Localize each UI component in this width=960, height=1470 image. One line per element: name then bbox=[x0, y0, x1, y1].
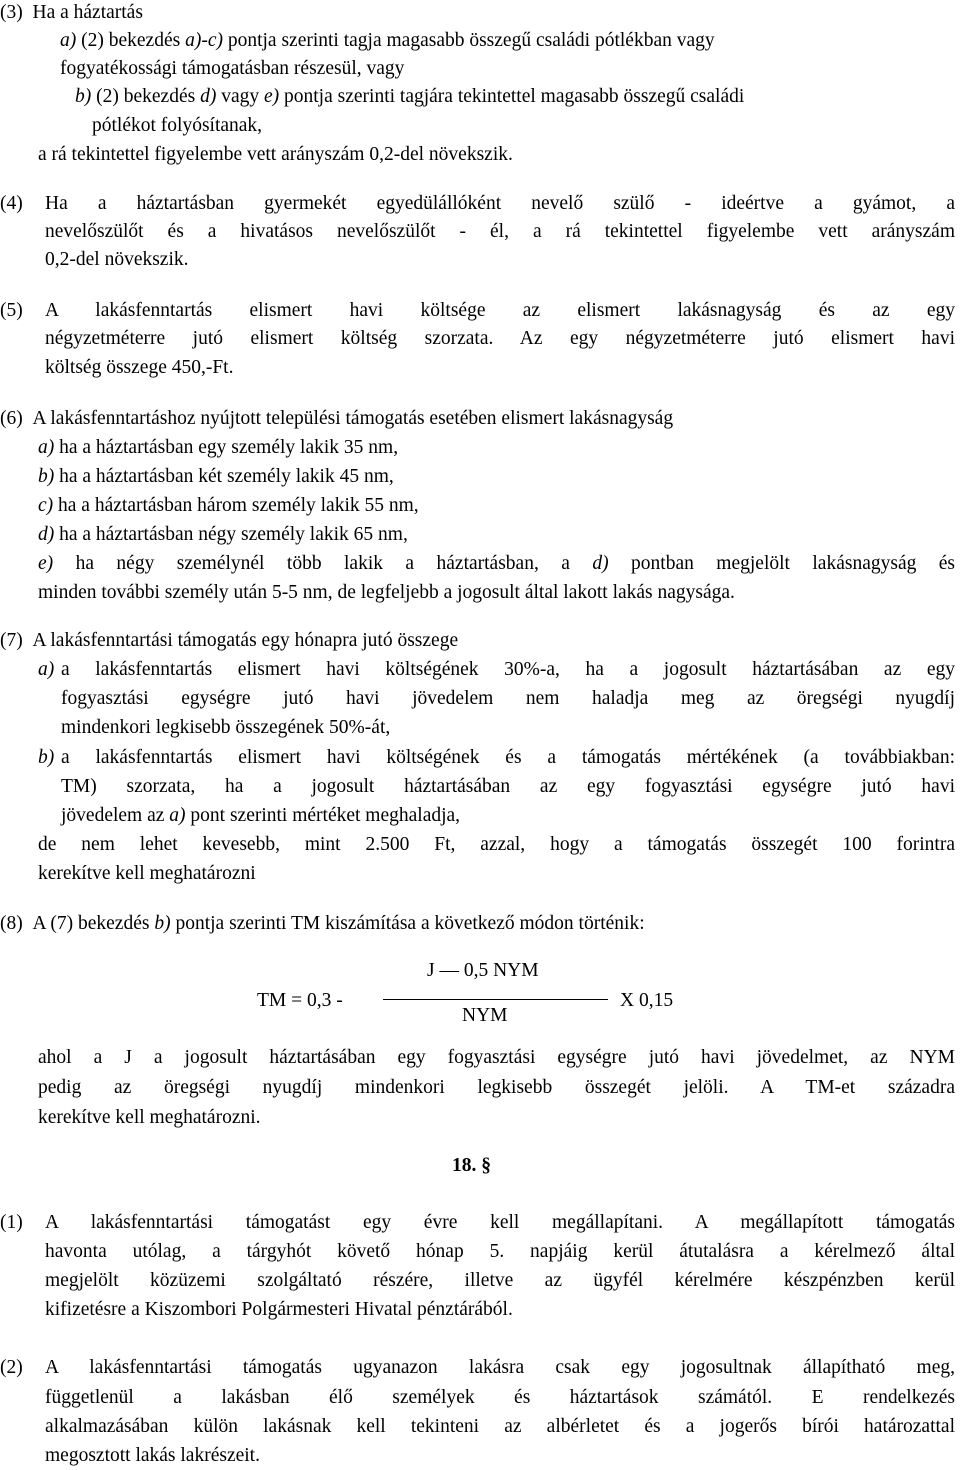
s2-line4: megosztott lakás lakrészeit. bbox=[45, 1445, 260, 1466]
p3-item-a-line2: fogyatékossági támogatásban részesül, vagy bbox=[60, 58, 405, 79]
p7-item-a-line1: a lakásfenntartás elismert havi költségének 30%-a, ha a jogosult háztartásában az egy bbox=[61, 659, 955, 680]
s2-number: (2) bbox=[0, 1357, 23, 1378]
s1-number: (1) bbox=[0, 1212, 23, 1233]
p6-number: (6) bbox=[0, 408, 23, 429]
p7-item-a-line3: mindenkori legkisebb összegének 50%-át, bbox=[61, 717, 391, 738]
p5-line1: A lakásfenntartás elismert havi költsége az elismert lakásnagyság és az egy bbox=[45, 300, 955, 321]
formula-numerator: J — 0,5 NYM bbox=[427, 960, 539, 981]
p4-line1: Ha a háztartásban gyermekét egyedülállóként nevelő szülő - ideértve a gyámot, a bbox=[45, 193, 955, 214]
p6-item-a: a) ha a háztartásban egy személy lakik 35 nm, bbox=[38, 437, 399, 458]
p6-item-c: c) ha a háztartásban három személy lakik 55 nm, bbox=[38, 495, 419, 516]
s2-line2: függetlenül a lakásban élő személyek és háztartások számától. E rendelkezés bbox=[45, 1387, 955, 1408]
s1-line1: A lakásfenntartási támogatást egy évre kell megállapítani. A megállapított támogatás bbox=[45, 1212, 955, 1233]
p6-heading bbox=[0, 406, 673, 432]
p4-line3: 0,2-del növekszik. bbox=[45, 249, 189, 270]
p6-item-d: d) ha a háztartásban négy személy lakik 65 nm, bbox=[38, 524, 408, 545]
p5-line2: négyzetméterre jutó elismert költség szorzata. Az egy négyzetméterre jutó elismert havi bbox=[45, 328, 955, 349]
p7-closing-line1: de nem lehet kevesebb, mint 2.500 Ft, azzal, hogy a támogatás összegét 100 forintra bbox=[38, 834, 955, 855]
s1-line2: havonta utólag, a tárgyhót követő hónap 5. napjáig kerül átutalásra a kérelmező által bbox=[45, 1241, 955, 1262]
p7-intro: A lakásfenntartási támogatás egy hónapra jutó összege bbox=[32, 630, 459, 651]
p3-item-b-label: b) bbox=[75, 86, 92, 107]
p7-item-b-line2: TM) szorzata, ha a jogosult háztartásában az egy fogyasztási egységre jutó havi bbox=[61, 776, 955, 797]
formula-lhs: TM = 0,3 - bbox=[257, 990, 343, 1011]
p8-heading: (8) A (7) bekezdés b) pontja szerinti TM kiszámítása a következő módon történik: bbox=[0, 913, 645, 934]
p3-item-a-label: a) bbox=[60, 30, 77, 51]
p6-item-b: b) ha a háztartásban két személy lakik 45 nm, bbox=[38, 466, 394, 487]
p3-item-a-line1: a) (2) bekezdés a)-c) pontja szerinti tagja magasabb összegű családi pótlékban vagy bbox=[60, 30, 715, 51]
p7-item-a-label: a) bbox=[38, 659, 55, 680]
p8-number: (8) bbox=[0, 913, 23, 934]
p4-line2: nevelőszülőt és a hivatásos nevelőszülőt - él, a rá tekintettel figyelembe vett arányszám bbox=[45, 221, 955, 242]
p3-item-b-line1: b) (2) bekezdés d) vagy e) pontja szerinti tagjára tekintettel magasabb összegű családi bbox=[75, 86, 745, 107]
section-title: 18. § bbox=[452, 1155, 491, 1176]
formula-fraction-bar bbox=[383, 999, 608, 1000]
p7-item-b-line1: a lakásfenntartás elismert havi költségének és a támogatás mértékének (a továbbiakban: bbox=[61, 747, 955, 768]
p7-number: (7) bbox=[0, 630, 23, 651]
p7-heading bbox=[0, 628, 458, 654]
p5-number: (5) bbox=[0, 300, 23, 321]
p3-number: (3) bbox=[0, 2, 23, 23]
p3-closing: a rá tekintettel figyelembe vett arányszám 0,2-del növekszik. bbox=[38, 144, 513, 165]
p7-item-b-label: b) bbox=[38, 747, 55, 768]
s1-line3: megjelölt közüzemi szolgáltató részére, illetve az ügyfél kérelmére készpénzben kerül bbox=[45, 1270, 955, 1291]
formula-denominator: NYM bbox=[462, 1005, 508, 1026]
p3-intro: Ha a háztartás bbox=[32, 2, 143, 23]
p6-intro: A lakásfenntartáshoz nyújtott települési támogatás esetében elismert lakásnagyság bbox=[32, 408, 674, 429]
s2-line3: alkalmazásában külön lakásnak kell tekinteni az albérletet és a jogerős bírói határozattal bbox=[45, 1416, 955, 1437]
p4-number: (4) bbox=[0, 193, 23, 214]
s1-line4: kifizetésre a Kiszombori Polgármesteri Hivatal pénztárából. bbox=[45, 1299, 513, 1320]
p3-item-b-line2: pótlékot folyósítanak, bbox=[92, 115, 263, 136]
formula-rhs: X 0,15 bbox=[620, 990, 674, 1011]
p8-expl-line2: pedig az öregségi nyugdíj mindenkori legkisebb összegét jelöli. A TM-et századra bbox=[38, 1077, 955, 1098]
p7-item-b-line3: jövedelem az a) pont szerinti mértéket meghaladja, bbox=[61, 805, 461, 826]
p7-item-a-line2: fogyasztási egységre jutó havi jövedelem nem haladja meg az öregségi nyugdíj bbox=[61, 688, 955, 709]
p7-closing-line2: kerekítve kell meghatározni bbox=[38, 863, 256, 884]
p8-expl-line1: ahol a J a jogosult háztartásában egy fogyasztási egységre jutó havi jövedelmet, az NYM bbox=[38, 1047, 955, 1068]
p6-item-e-line2: minden további személy után 5-5 nm, de legfeljebb a jogosult által lakott lakás nagysága. bbox=[38, 582, 735, 603]
p6-item-e-line1: e) ha négy személynél több lakik a háztartásban, a d) pontban megjelölt lakásnagyság és bbox=[38, 553, 956, 574]
p3-heading bbox=[0, 0, 143, 26]
s2-line1: A lakásfenntartási támogatás ugyanazon lakásra csak egy jogosultnak állapítható meg, bbox=[45, 1357, 955, 1378]
p8-expl-line3: kerekítve kell meghatározni. bbox=[38, 1107, 261, 1128]
p5-line3: költség összege 450,-Ft. bbox=[45, 357, 234, 378]
